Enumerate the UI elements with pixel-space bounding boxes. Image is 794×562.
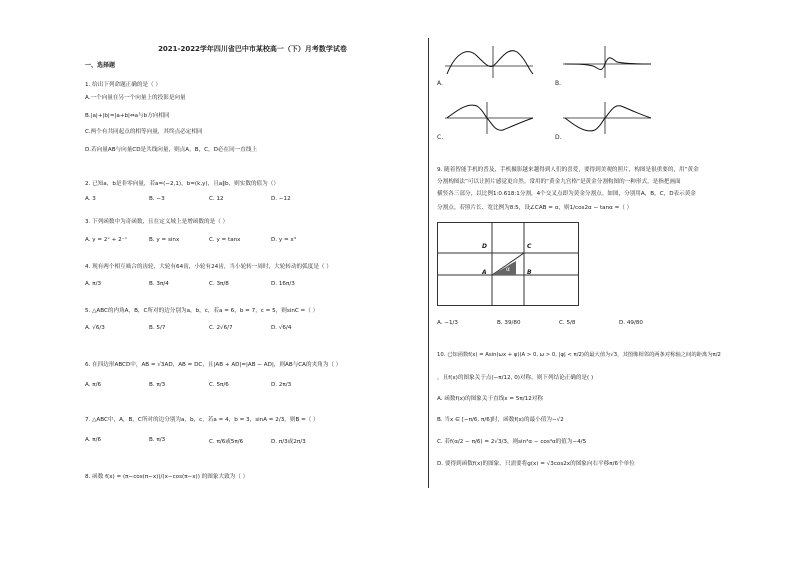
q4-opt-d: D. 16π/3 <box>271 281 295 287</box>
q7-opt-b: B. π/3 <box>149 437 166 443</box>
q6-opt-a: A. π/6 <box>85 382 102 388</box>
q10-opt-d: D. 要得到函数f(x)的图象，只需要将g(x) = √3cos2x的图象向右平移π/6个单位 <box>437 461 635 467</box>
q7-opt-d: D. π/3或2π/3 <box>271 439 306 445</box>
page-title: 2021-2022学年四川省巴中市某校高一（下）月考数学试卷 <box>158 45 347 53</box>
graph-b-label: B. <box>555 80 562 87</box>
q6-opt-d: D. 2π/3 <box>271 382 292 388</box>
q2-opt-c: C. 12 <box>209 196 224 202</box>
q4-opt-b: B. 3π/4 <box>149 281 169 287</box>
q6-opt-c: C. 5π/6 <box>209 382 229 388</box>
q6-stem: 6. 在四边形ABCD中，AB = √3AD，AB = DC，且|AB + AD|=|AB − AD|，则AB与CA的夹角为（ ） <box>85 362 342 368</box>
q3-opt-c: C. y = tanx <box>209 237 241 243</box>
q9-opt-c: C. 5/8 <box>559 320 576 326</box>
q9-opt-b: B. 39/80 <box>497 320 521 326</box>
q9-line-1: 9. 随着智能手机的普及，手机摄影越来越得到人们的喜爱，要得到美观的照片，构图是很重要的，用“黄金 <box>437 167 699 173</box>
graph-c <box>445 100 535 136</box>
q9-opt-a: A. −1/3 <box>437 320 458 326</box>
q3-stem: 3. 下列函数中为奇函数，且在定义域上是增函数的是（ ） <box>85 219 229 225</box>
point-a-label: A <box>482 269 487 276</box>
graph-a-label: A. <box>437 80 443 87</box>
q5-stem: 5. △ABC的内角A，B，C所对的边分别为a，b，c，若a = 6，b = 7，c = 5，则sinC =（ ） <box>85 308 319 314</box>
point-b-label: B <box>527 269 532 276</box>
graph-a <box>445 44 535 80</box>
q7-opt-a: A. π/6 <box>85 437 102 443</box>
q1-stem: 1. 给出下列命题正确的是（ ） <box>85 82 162 88</box>
graph-c-label: C. <box>437 134 444 141</box>
q6-opt-b: B. π/3 <box>149 382 166 388</box>
q2-opt-d: D. −12 <box>271 196 291 202</box>
point-d-label: D <box>482 243 487 250</box>
golden-grid-figure <box>437 222 579 306</box>
graph-d <box>563 100 653 136</box>
q2-opt-a: A. 3 <box>85 196 96 202</box>
q5-opt-b: B. 5/7 <box>149 325 166 331</box>
q3-opt-b: B. y = sinx <box>149 237 180 243</box>
graph-b <box>563 44 653 80</box>
angle-alpha-label: α <box>506 266 510 273</box>
q5-opt-d: D. √6/4 <box>271 325 292 331</box>
q4-opt-a: A. π/3 <box>85 281 102 287</box>
section-heading: 一、选择题 <box>85 62 116 69</box>
q5-opt-c: C. 2√6/7 <box>209 325 233 331</box>
point-c-label: C <box>527 243 532 250</box>
q2-stem: 2. 已知a，b是非零向量，若a=(−2,1)，b=(k,y)，且a∥b，则实数的值为（） <box>85 181 279 187</box>
q9-opt-d: D. 49/80 <box>619 320 643 326</box>
q4-opt-c: C. 3π/8 <box>209 281 229 287</box>
q4-stem: 4. 现有两个相互啮合的齿轮，大轮有64齿，小轮有24齿，当小轮转一周时，大轮转动的弧度是（ ） <box>85 264 332 270</box>
q10-opt-a: A. 函数f(x)的图象关于直线x = 5π/12对称 <box>437 396 543 402</box>
q8-stem: 8. 函数 f(x) = (π−cos(π−x))/(x−cos(π−x)) 的图象大致为（ ） <box>85 474 249 480</box>
q1-line-a: A.一个向量在另一个向量上的投影是向量 <box>85 95 186 101</box>
q1-line-b: B.|a|+|b|=|a+b|⇔a与b方向相同 <box>85 113 170 119</box>
q9-line-3: 横竖各三部分，以比例1:0.618:1分割，4个交叉点即为黄金分割点。如图，分别用A，B，C，D表示黄金 <box>437 191 696 197</box>
q3-opt-a: A. y = 2ˣ + 2⁻ˣ <box>85 237 128 243</box>
q3-opt-d: D. y = x³ <box>271 237 296 243</box>
q9-line-2: 分割构图法”可以让照片感觉更自然。常用的“黄金九宫格”是黄金分割构图的一种形式，是指把画面 <box>437 179 681 185</box>
q10-stem-2: ，且f(x)的图象关于点(−π/12, 0)对称，则下列结论正确的是( ) <box>437 375 594 381</box>
graph-d-label: D. <box>555 134 562 141</box>
q10-opt-b: B. 当x ∈ [−π/6, π/6]时，函数f(x)的最小值为−√2 <box>437 417 564 423</box>
q7-opt-c: C. π/6或5π/6 <box>209 439 244 445</box>
golden-grid-lines <box>438 223 578 305</box>
q1-line-c: C.两个有共同起点的相等向量，其终点必定相同 <box>85 129 203 135</box>
column-divider <box>428 38 429 488</box>
q7-stem: 7. △ABC中，A，B，C所对的边分别为a，b，c，若a = 4，b = 3，sinA = 2/3，则B =（ ） <box>85 417 319 423</box>
q2-opt-b: B. −3 <box>149 196 165 202</box>
q1-line-d: D.若向量AB与向量CD是共线向量，则点A，B，C，D必在同一直线上 <box>85 147 258 153</box>
q10-opt-c: C. 若f(α/2 − π/6) = 2√3/3，则sin⁴α − cos⁴α的值为−4/5 <box>437 439 587 445</box>
q9-line-4: 分割点。若照片长、宽比例为8:5，设∠CAB = α，则1/cos2α − tanα =（ ） <box>437 205 633 211</box>
q10-stem-1: 10. 已知函数f(x) = Asin(ωx + φ)(A > 0, ω > 0, |φ| < π/2)的最大值为√3，其图像相邻的两条对称轴之间的距离为π/2 <box>437 352 721 358</box>
q5-opt-a: A. √6/3 <box>85 325 105 331</box>
